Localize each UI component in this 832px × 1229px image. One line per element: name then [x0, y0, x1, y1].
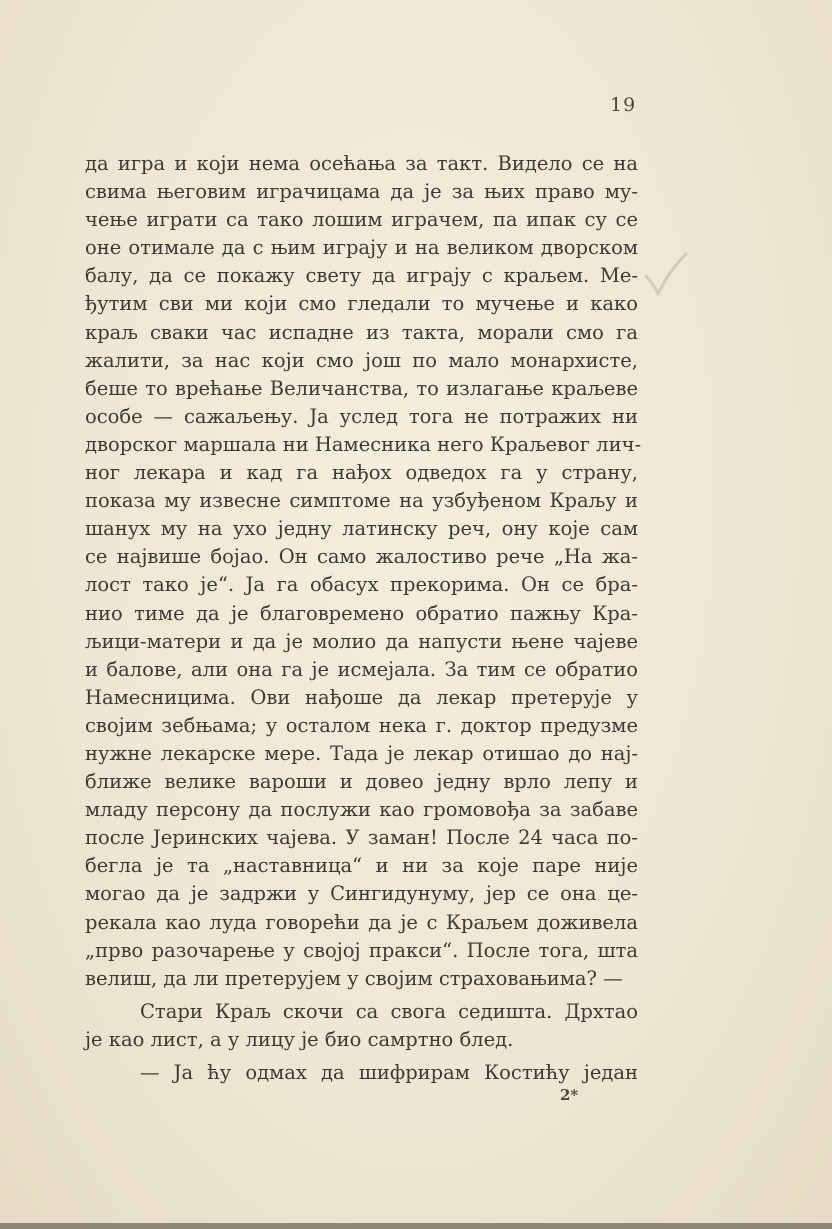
paragraph	[85, 1059, 638, 1087]
text-line: чење играти са тако лошим играчем, па ипак су се	[85, 208, 638, 232]
text-line: нио тиме да је благовремено обратио пажњу Кра-	[85, 601, 638, 625]
text-line: да игра и који нема осећања за такт. Видело се на	[85, 152, 638, 175]
text-line: својим зебњама; у осталом нека г. доктор предузме	[85, 713, 638, 737]
text-line: ближе велике вароши и довео једну врло лепу и	[85, 770, 638, 794]
page-bottom-edge	[0, 1223, 832, 1229]
page-number: 19	[610, 94, 637, 116]
text-line: је као лист, а у лицу је био самртно блед.	[85, 1027, 514, 1051]
text-line: шанух му на ухо једну латинску реч, ону које сам	[85, 517, 638, 541]
text-line: нужне лекарске мере. Тада је лекар отишао до нај-	[85, 741, 638, 765]
text-line: Намесницима. Ови нађоше да лекар претерује у	[85, 685, 638, 709]
text-line: особе — сажаљењу. Ја услед тога не потражих ни	[85, 404, 638, 428]
paragraph	[85, 150, 642, 993]
text-line: после Јеринских чајева. У заман! После 24 часа по-	[85, 826, 638, 850]
text-line: рекала као луда говорећи да је с Краљем доживела	[85, 910, 638, 934]
text-line: и балове, али она га је исмејала. За тим се обратио	[85, 657, 638, 681]
text-line: свима његовим играчицама да је за њих право му-	[85, 180, 638, 204]
signature-mark: 2*	[560, 1086, 579, 1104]
text-line: „прво разочарење у својој пракси“. После тога, шта	[85, 938, 638, 962]
text-line: балу, да се покажу свету да играју с краљем. Ме-	[85, 264, 638, 288]
text-line: Стари Краљ скочи са свога седишта. Дрхтао	[140, 999, 638, 1023]
body-text	[85, 150, 642, 1087]
text-line: жалити, за нас који смо још по мало монархисте,	[85, 348, 638, 372]
text-line: лост тако је“. Ја га обасух прекорима. Он се бра-	[85, 573, 638, 597]
paragraph	[85, 998, 638, 1054]
text-line: ног лекара и кад га нађох одведох га у страну,	[85, 461, 638, 485]
text-line: оне отимале да с њим играју и на великом дворском	[85, 236, 638, 260]
text-line: младу персону да послужи као громовођа за забаве	[85, 798, 638, 822]
text-line: показа му извесне симптоме на узбуђеном Краљу и	[85, 489, 638, 513]
text-line: беше то врећање Величанства, то излагање краљеве	[85, 376, 638, 400]
text-line: краљ сваки час испадне из такта, морали смо га	[85, 320, 638, 344]
text-line: велиш, да ли претерујем у својим страховањима? —	[85, 966, 623, 990]
text-line: љици-матери и да је молио да напусти њене чајеве	[85, 629, 638, 653]
text-line: ђутим сви ми који смо гледали то мучење и како	[85, 292, 638, 316]
text-line: — Ја ћу одмах да шифрирам Костићу један	[140, 1061, 638, 1084]
text-line: могао да је задржи у Сингидунуму, јер се она це-	[85, 882, 638, 906]
text-line: дворског маршала ни Намесника него Краљевог лич-	[85, 432, 642, 456]
text-line: се највише бојао. Он само жалостиво рече „На жа-	[85, 545, 638, 569]
pencil-check-mark	[640, 250, 690, 300]
text-line: бегла је та „наставница“ и ни за које паре није	[85, 854, 638, 878]
